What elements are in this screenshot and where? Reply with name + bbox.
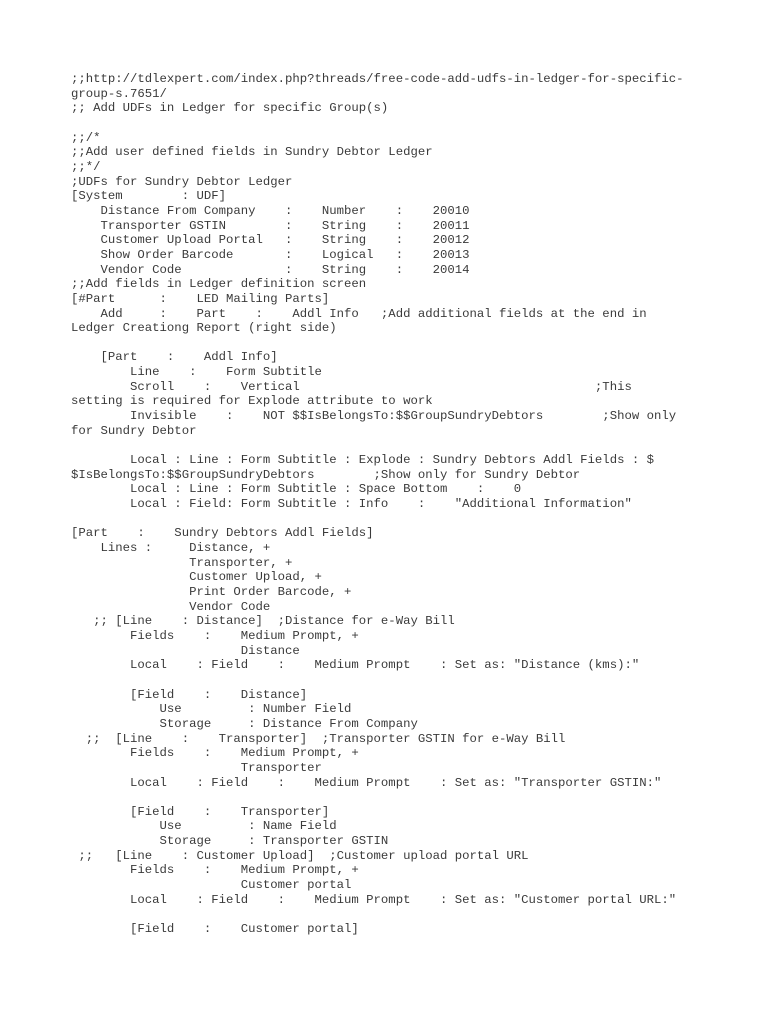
code-line <box>71 336 711 351</box>
code-line: Show Order Barcode : Logical : 20013 <box>71 247 470 262</box>
code-line: Local : Line : Form Subtitle : Space Bottom : 0 <box>71 482 522 497</box>
code-line: Transporter GSTIN : String : 20011 <box>71 218 470 233</box>
code-line: ;;/* <box>71 130 101 145</box>
code-line: Local : Field: Form Subtitle : Info : "Additional Information" <box>71 497 632 512</box>
code-line <box>71 512 711 527</box>
code-line: ;;http://tdlexpert.com/index.php?threads/free-code-add-udfs-in-ledger-for-specific- <box>71 72 684 86</box>
code-line: Transporter, + <box>71 555 293 570</box>
code-line: group-s.7651/ <box>71 86 167 101</box>
code-line: ;UDFs for Sundry Debtor Ledger <box>71 174 293 189</box>
code-line: Fields : Medium Prompt, + <box>71 628 359 643</box>
code-line: Invisible : NOT $$IsBelongsTo:$$GroupSundryDebtors ;Show only <box>71 409 677 424</box>
code-line: Print Order Barcode, + <box>71 584 352 599</box>
code-line: Vendor Code <box>71 599 271 614</box>
code-line <box>71 790 711 805</box>
code-line: Customer Upload Portal : String : 20012 <box>71 233 470 248</box>
code-line: Use : Number Field <box>71 702 352 717</box>
code-line: setting is required for Explode attribute to work <box>71 394 433 409</box>
code-line: Transporter <box>71 760 322 775</box>
code-line: $IsBelongsTo:$$GroupSundryDebtors ;Show only for Sundry Debtor <box>71 467 581 482</box>
code-line: Local : Line : Form Subtitle : Explode : Sundry Debtors Addl Fields : $ <box>71 453 654 468</box>
code-line: [Field : Customer portal] <box>71 922 359 937</box>
code-line: Ledger Creationg Report (right side) <box>71 321 337 336</box>
code-line: for Sundry Debtor <box>71 423 197 438</box>
code-line <box>71 907 711 922</box>
code-line: Distance <box>71 643 300 658</box>
code-line: Customer Upload, + <box>71 570 322 585</box>
code-line: Vendor Code : String : 20014 <box>71 262 470 277</box>
code-line: ;; [Line : Distance] ;Distance for e-Way Bill <box>71 614 455 629</box>
code-line: Fields : Medium Prompt, + <box>71 863 359 878</box>
code-document <box>71 72 711 937</box>
code-line <box>71 673 711 688</box>
code-line: Line : Form Subtitle <box>71 365 322 380</box>
code-line: ;; Add UDFs in Ledger for specific Group(s) <box>71 101 389 116</box>
code-line: Lines : Distance, + <box>71 541 271 555</box>
code-line: Local : Field : Medium Prompt : Set as: "Customer portal URL:" <box>71 892 677 907</box>
code-line: ;; [Line : Customer Upload] ;Customer upload portal URL <box>71 848 529 863</box>
code-line: Storage : Transporter GSTIN <box>71 834 389 849</box>
code-line: Storage : Distance From Company <box>71 716 418 731</box>
code-line <box>71 438 711 453</box>
code-line: ;;Add user defined fields in Sundry Debtor Ledger <box>71 145 433 160</box>
code-line <box>71 116 711 131</box>
code-line: Use : Name Field <box>71 819 337 834</box>
code-line: [#Part : LED Mailing Parts] <box>71 291 330 306</box>
code-line: Local : Field : Medium Prompt : Set as: "Distance (kms):" <box>71 658 640 673</box>
code-line: Local : Field : Medium Prompt : Set as: "Transporter GSTIN:" <box>71 775 662 790</box>
code-line: Fields : Medium Prompt, + <box>71 746 359 761</box>
code-line: ;;*/ <box>71 159 101 174</box>
code-line: [Field : Transporter] <box>71 804 330 819</box>
code-line: ;;Add fields in Ledger definition screen <box>71 277 367 292</box>
code-line: Customer portal <box>71 878 352 893</box>
code-line: Distance From Company : Number : 20010 <box>71 203 470 218</box>
code-line: [Part : Sundry Debtors Addl Fields] <box>71 526 374 541</box>
code-line: [Field : Distance] <box>71 687 308 702</box>
code-line: ;; [Line : Transporter] ;Transporter GSTIN for e-Way Bill <box>71 731 566 746</box>
code-line: [System : UDF] <box>71 189 226 204</box>
code-line: [Part : Addl Info] <box>71 350 278 365</box>
code-line: Add : Part : Addl Info ;Add additional fields at the end in <box>71 306 647 321</box>
code-line: Scroll : Vertical ;This <box>71 379 632 394</box>
